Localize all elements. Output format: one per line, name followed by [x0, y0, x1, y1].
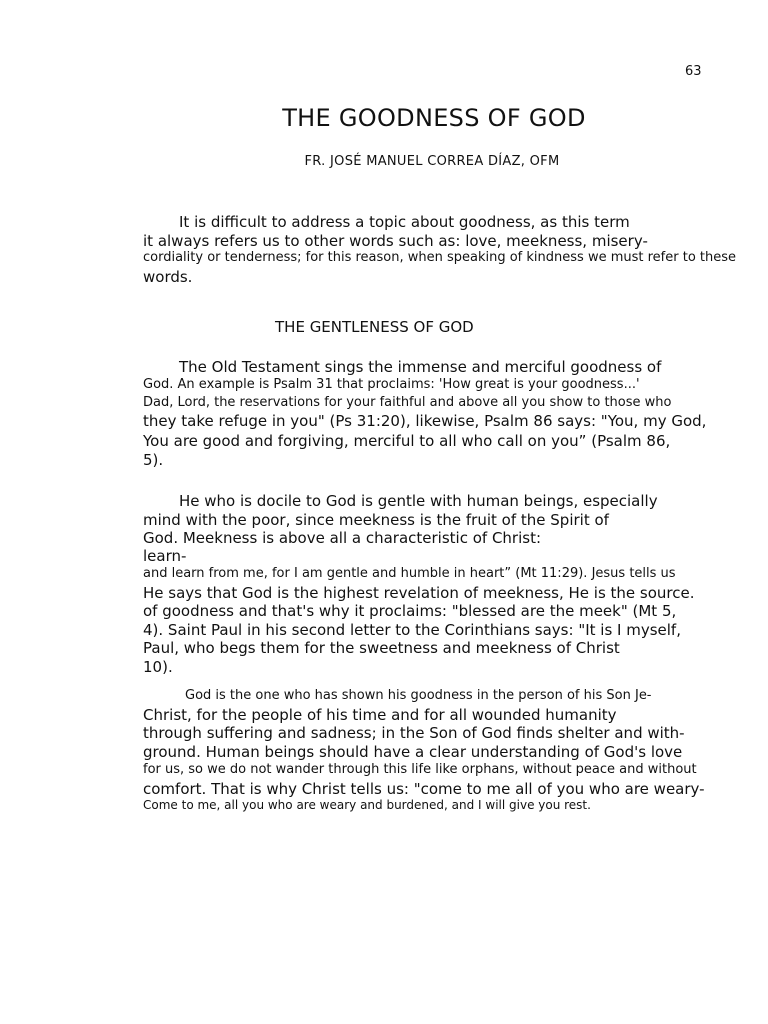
paragraph-3-line: mind with the poor, since meekness is the fruit of the Spirit of	[143, 511, 609, 529]
paragraph-4-line: for us, so we do not wander through this life like orphans, without peace and without	[143, 762, 697, 777]
paragraph-3-line: learn-	[143, 547, 187, 565]
paragraph-3-line: He says that God is the highest revelation of meekness, He is the source.	[143, 584, 695, 602]
paragraph-3-line: Paul, who begs them for the sweetness and meekness of Christ	[143, 639, 620, 657]
author-byline: FR. JOSÉ MANUEL CORREA DÍAZ, OFM	[304, 154, 560, 169]
page-title: THE GOODNESS OF GOD	[282, 104, 586, 132]
paragraph-1-line: cordiality or tenderness; for this reason, when speaking of kindness we must refer to these	[143, 250, 737, 265]
paragraph-4-line: God is the one who has shown his goodness in the person of his Son Je-	[185, 688, 652, 703]
paragraph-2-line: Dad, Lord, the reservations for your faithful and above all you show to those who	[143, 395, 672, 410]
paragraph-4-line: through suffering and sadness; in the Son of God finds shelter and with-	[143, 724, 685, 742]
paragraph-3-line: 10).	[143, 658, 173, 676]
paragraph-4-line: Christ, for the people of his time and for all wounded humanity	[143, 706, 617, 724]
paragraph-3-line: God. Meekness is above all a characteristic of Christ:	[143, 529, 542, 547]
paragraph-1-line: it always refers us to other words such as: love, meekness, misery-	[143, 232, 648, 250]
paragraph-4-line: Come to me, all you who are weary and burdened, and I will give you rest.	[143, 798, 591, 812]
paragraph-2-line: 5).	[143, 451, 164, 469]
paragraph-4-line: comfort. That is why Christ tells us: "come to me all of you who are weary-	[143, 780, 705, 798]
page-number: 63	[685, 64, 702, 79]
paragraph-2-line: they take refuge in you" (Ps 31:20), likewise, Psalm 86 says: "You, my God,	[143, 412, 707, 430]
paragraph-3-line: and learn from me, for I am gentle and humble in heart” (Mt 11:29). Jesus tells us	[143, 566, 676, 581]
section-heading: THE GENTLENESS OF GOD	[275, 318, 474, 336]
paragraph-2-line: God. An example is Psalm 31 that proclaims: 'How great is your goodness...'	[143, 377, 640, 392]
paragraph-3-line: He who is docile to God is gentle with human beings, especially	[179, 492, 658, 510]
paragraph-2-line: You are good and forgiving, merciful to all who call on you” (Psalm 86,	[143, 432, 671, 450]
paragraph-4-line: ground. Human beings should have a clear understanding of God's love	[143, 743, 683, 761]
paragraph-1-line: words.	[143, 268, 193, 286]
paragraph-2-line: The Old Testament sings the immense and merciful goodness of	[179, 358, 662, 376]
paragraph-3-line: 4). Saint Paul in his second letter to the Corinthians says: "It is I myself,	[143, 621, 681, 639]
paragraph-1-line: It is difficult to address a topic about goodness, as this term	[179, 213, 630, 231]
paragraph-3-line: of goodness and that's why it proclaims: "blessed are the meek" (Mt 5,	[143, 602, 677, 620]
